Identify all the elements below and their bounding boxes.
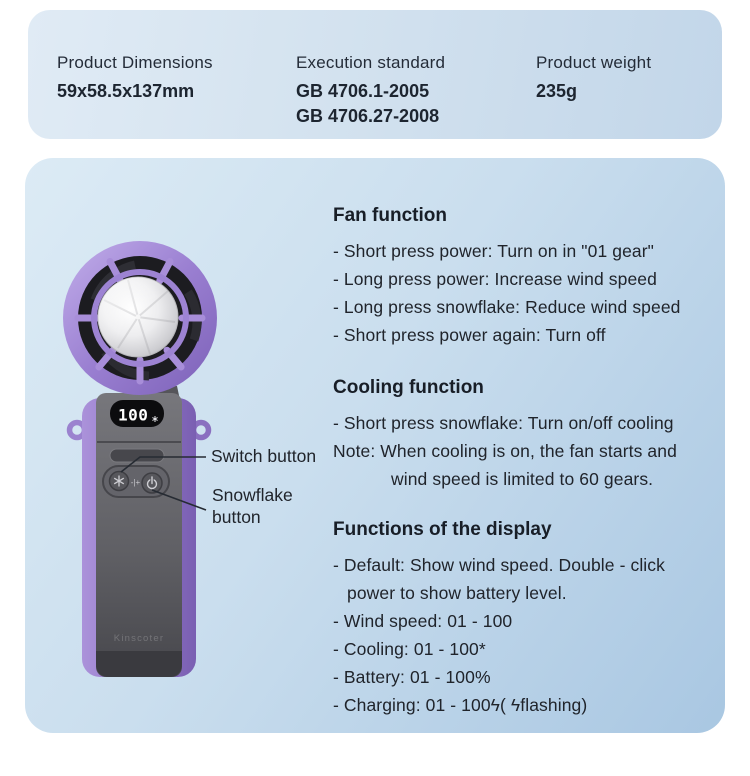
bullet-line: - Battery: 01 - 100%	[333, 667, 491, 687]
snowflake-label-line2: button	[212, 506, 261, 527]
bullet-line: - Long press snowflake: Reduce wind speed	[333, 297, 681, 317]
fan-function-section	[333, 203, 721, 349]
bullet-line: - Wind speed: 01 - 100	[333, 611, 513, 631]
spec-value	[296, 79, 439, 129]
bullet-line: - Short press snowflake: Turn on/off cooling	[333, 413, 674, 433]
bullet-line: - Short press power: Turn on in "01 gear"	[333, 241, 654, 261]
spec-value-line: GB 4706.1-2005	[296, 81, 430, 101]
snowflake-button-label	[212, 485, 332, 528]
button-markings: -|+	[130, 478, 141, 487]
cooling-function-section	[333, 375, 721, 493]
bullet-line: - Long press power: Increase wind speed	[333, 269, 657, 289]
bullet-line: - Default: Show wind speed. Double - click	[333, 555, 665, 575]
spec-label: Product Dimensions	[57, 53, 213, 72]
disc-center-dot	[136, 315, 141, 320]
spec-value: 235g	[536, 81, 578, 101]
spec-value-line: GB 4706.27-2008	[296, 106, 440, 126]
spec-label: Product weight	[536, 53, 652, 72]
note-line: Note: When cooling is on, the fan starts and	[333, 441, 677, 461]
snowflake-label-line1: Snowflake	[212, 485, 293, 505]
note-line: wind speed is limited to 60 gears.	[391, 469, 654, 489]
switch-button-label: Switch button	[211, 446, 317, 466]
spec-card	[28, 10, 722, 139]
brand-text: Kinscoter	[113, 633, 165, 644]
bullet-continuation-line: power to show battery level.	[347, 583, 567, 603]
spec-value: 59x58.5x137mm	[57, 81, 195, 101]
led-display-value: 100	[118, 405, 149, 425]
section-title: Cooling function	[333, 377, 484, 398]
body-bottom-cap	[96, 651, 182, 677]
display-functions-section	[333, 517, 721, 719]
bullet-line: - Cooling: 01 - 100*	[333, 639, 486, 659]
bullet-line: - Short press power again: Turn off	[333, 325, 606, 345]
section-title: Functions of the display	[333, 519, 552, 540]
section-title: Fan function	[333, 205, 447, 226]
fan-head	[63, 241, 217, 395]
bullet-line: - Charging: 01 - 100ϟ( ϟflashing)	[333, 695, 588, 715]
spec-label: Execution standard	[296, 53, 446, 72]
